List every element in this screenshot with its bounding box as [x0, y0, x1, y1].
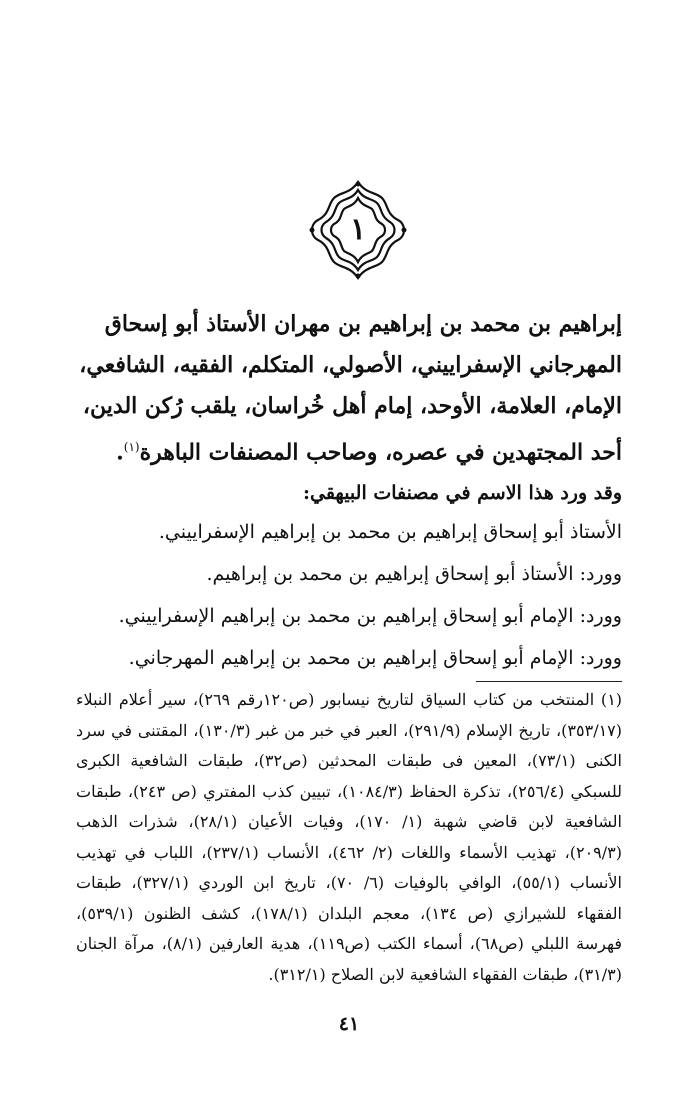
- name-form: وورد: الأستاذ أبو إسحاق إبراهيم بن محمد بن إبراهيم.: [206, 563, 622, 585]
- bio-line-text: أحد المجتهدين في عصره، وصاحب المصنفات الباهرة: [139, 439, 622, 466]
- footnote-text: (١) المنتخب من كتاب السياق لتاريخ نيسابور (ص١٢٠رقم ٢٦٩)، سير أعلام النبلاء (٣٥٣/١٧)، تاريخ الإسلام (٢٩١/٩)، العبر في خبر من غبر (١٣٠/٣)، المقتنى في سرد الكنى (٧٣/١)، المعين فى طبقات المحدثين (ص٣٢)، طبقات الشافعية الكبرى للسبكي (٢٥٦/٤)، تذكرة الحفاظ (١٠٨٤/٣)، تبيين كذب المفتري (ص ٢٤٣)، طبقات الشافعية لابن قاضي شهبة (١/ ١٧٠)، وفيات الأعيان (٢٨/١)، شذرات الذهب (٢٠٩/٣)، تهذيب الأسماء واللغات (٢/ ٤٦٢)، الأنساب (٢٣٧/١)، اللباب في تهذيب الأنساب (٥٥/١)، الوافي بالوفيات (٦/ ٧٠)، تاريخ ابن الوردي (٣٢٧/١)، طبقات الفقهاء للشيرازي (ص ١٣٤)، معجم البلدان (١٧٨/١)، كشف الظنون (٥٣٩/١)، فهرسة اللبلي (ص٦٨)، أسماء الكتب (ص١١٩)، هدية العارفين (٨/١)، مرآة الجنان (٣١/٣)، طبقات الفقهاء الشافعية لابن الصلاح (٣١٢/١).: [76, 690, 623, 984]
- intro-paragraph: [92, 473, 622, 513]
- biography-heading: [79, 304, 622, 473]
- name-forms-list: [92, 511, 622, 679]
- footnote-reference[interactable]: (١): [123, 440, 140, 454]
- footnote: [76, 685, 622, 990]
- name-form: وورد: الإمام أبو إسحاق إبراهيم بن محمد بن إبراهيم المهرجاني.: [128, 647, 622, 669]
- entry-number: ١: [349, 212, 367, 247]
- bio-line-last: [92, 427, 622, 473]
- footnote-divider: [476, 681, 622, 682]
- bio-line: إبراهيم بن محمد بن إبراهيم بن مهران الأستاذ أبو إسحاق: [104, 311, 622, 337]
- name-form: الأستاذ أبو إسحاق إبراهيم بن محمد بن إبراهيم الإسفراييني.: [158, 521, 622, 543]
- entry-number-ornament: [306, 178, 410, 282]
- intro-text: وقد ورد هذا الاسم في مصنفات البيهقي:: [302, 482, 622, 504]
- bio-line: الإمام، العلامة، الأوحد، إمام أهل خُراسان، يلقب رُكن الدين،: [82, 393, 622, 419]
- bio-end-mark: .: [116, 439, 124, 466]
- name-form: وورد: الإمام أبو إسحاق إبراهيم بن محمد بن إبراهيم الإسفراييني.: [118, 605, 622, 627]
- bio-line: المهرجاني الإسفراييني، الأصولي، المتكلم، الفقيه، الشافعي،: [79, 352, 622, 378]
- page-number: ٤١: [338, 1013, 360, 1035]
